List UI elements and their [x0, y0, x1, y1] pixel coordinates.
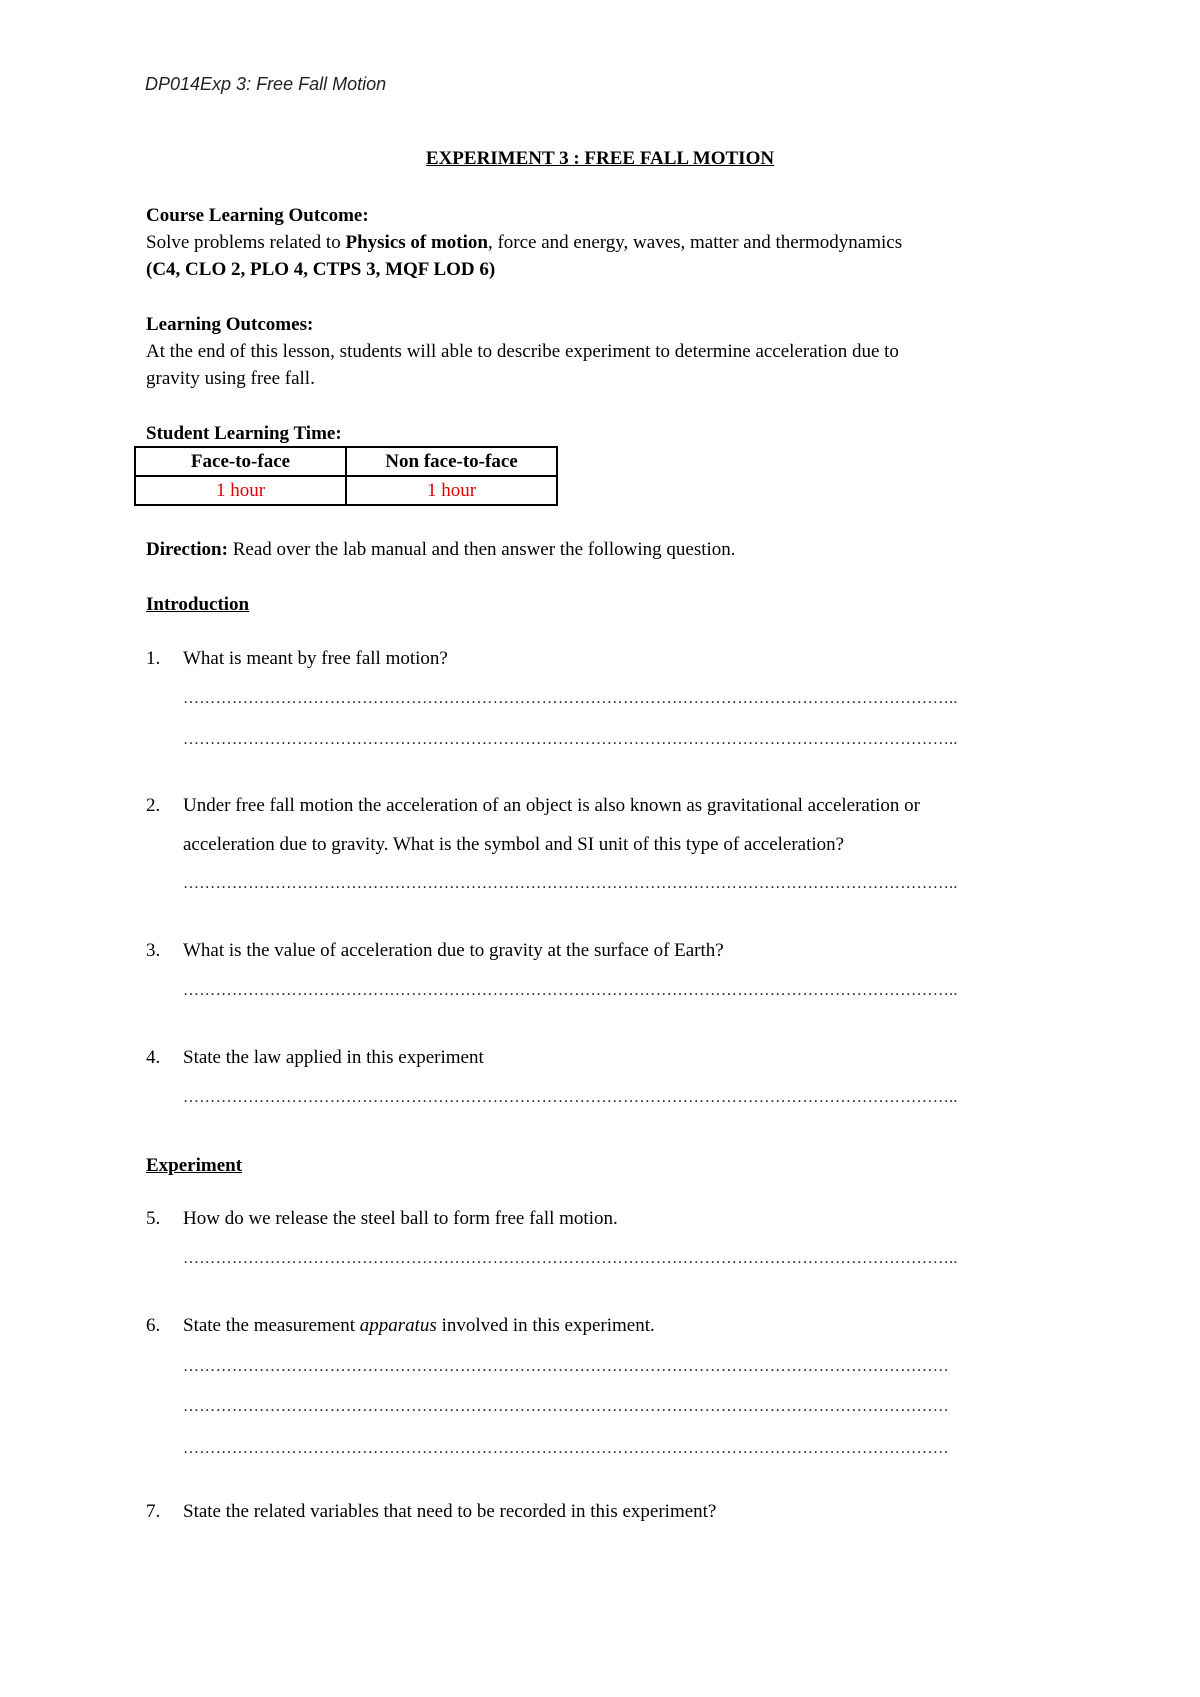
q1-number: 1.: [146, 648, 161, 669]
q6-answer-line-3[interactable]: ……………………………………………………………………………………………………………………………: [183, 1440, 950, 1457]
clo-codes: (C4, CLO 2, PLO 4, CTPS 3, MQF LOD 6): [146, 259, 496, 280]
clo-text-bold: Physics of motion: [345, 232, 488, 253]
direction-label: Direction:: [146, 539, 228, 560]
q6-answer-line-1[interactable]: ……………………………………………………………………………………………………………………………: [183, 1358, 950, 1375]
slt-val-non-face-to-face: 1 hour: [346, 476, 557, 505]
q3-answer-line[interactable]: ……………………………………………………………………………………………………………………………..: [183, 982, 958, 999]
q4-answer-line[interactable]: ……………………………………………………………………………………………………………………………..: [183, 1089, 958, 1106]
document-title: EXPERIMENT 3 : FREE FALL MOTION: [425, 148, 775, 169]
q1-text: What is meant by free fall motion?: [183, 648, 448, 669]
slt-table: [134, 446, 558, 506]
clo-text: [146, 229, 902, 256]
lo-text-line2: gravity using free fall.: [146, 368, 315, 389]
q3-text: What is the value of acceleration due to gravity at the surface of Earth?: [183, 940, 724, 961]
q3-number: 3.: [146, 940, 161, 961]
q4-number: 4.: [146, 1047, 161, 1068]
section-introduction: Introduction: [146, 594, 250, 615]
q6-number: 6.: [146, 1315, 161, 1336]
q2-number: 2.: [146, 795, 161, 816]
q7-text: State the related variables that need to be recorded in this experiment?: [183, 1501, 717, 1522]
lo-heading: Learning Outcomes:: [146, 314, 314, 335]
q2-answer-line[interactable]: ……………………………………………………………………………………………………………………………..: [183, 875, 958, 892]
q6-text-post: involved in this experiment.: [436, 1315, 655, 1336]
q6-text-italic: apparatus: [359, 1315, 437, 1336]
clo-heading: Course Learning Outcome:: [146, 205, 369, 226]
slt-value-row: [135, 476, 557, 505]
q1-answer-line-2[interactable]: ……………………………………………………………………………………………………………………………..: [183, 731, 958, 748]
q6-text: [183, 1315, 655, 1337]
section-experiment: Experiment: [146, 1155, 243, 1176]
q5-number: 5.: [146, 1208, 161, 1229]
q7-number: 7.: [146, 1501, 161, 1522]
q6-answer-line-2[interactable]: ……………………………………………………………………………………………………………………………: [183, 1398, 950, 1415]
lo-text-line1: At the end of this lesson, students will able to describe experiment to determine acceleration due to: [146, 341, 899, 362]
clo-text-post: , force and energy, waves, matter and thermodynamics: [487, 232, 903, 253]
direction-text: Read over the lab manual and then answer the following question.: [227, 539, 736, 560]
q5-answer-line[interactable]: ……………………………………………………………………………………………………………………………..: [183, 1250, 958, 1267]
q4-text: State the law applied in this experiment: [183, 1047, 484, 1068]
slt-col-face-to-face: Face-to-face: [135, 447, 346, 476]
clo-text-pre: Solve problems related to: [146, 232, 346, 253]
slt-header-row: [135, 447, 557, 476]
direction: [146, 536, 736, 563]
q2-text-line2: acceleration due to gravity. What is the symbol and SI unit of this type of acceleration?: [183, 834, 845, 855]
slt-val-face-to-face: 1 hour: [135, 476, 346, 505]
slt-heading: Student Learning Time:: [146, 423, 342, 444]
q6-text-pre: State the measurement: [183, 1315, 360, 1336]
q5-text: How do we release the steel ball to form free fall motion.: [183, 1208, 618, 1229]
page-header: DP014Exp 3: Free Fall Motion: [145, 74, 387, 94]
q2-text-line1: Under free fall motion the acceleration of an object is also known as gravitational acceleration or: [183, 795, 921, 816]
q1-answer-line-1[interactable]: ……………………………………………………………………………………………………………………………..: [183, 690, 958, 707]
slt-col-non-face-to-face: Non face-to-face: [346, 447, 557, 476]
